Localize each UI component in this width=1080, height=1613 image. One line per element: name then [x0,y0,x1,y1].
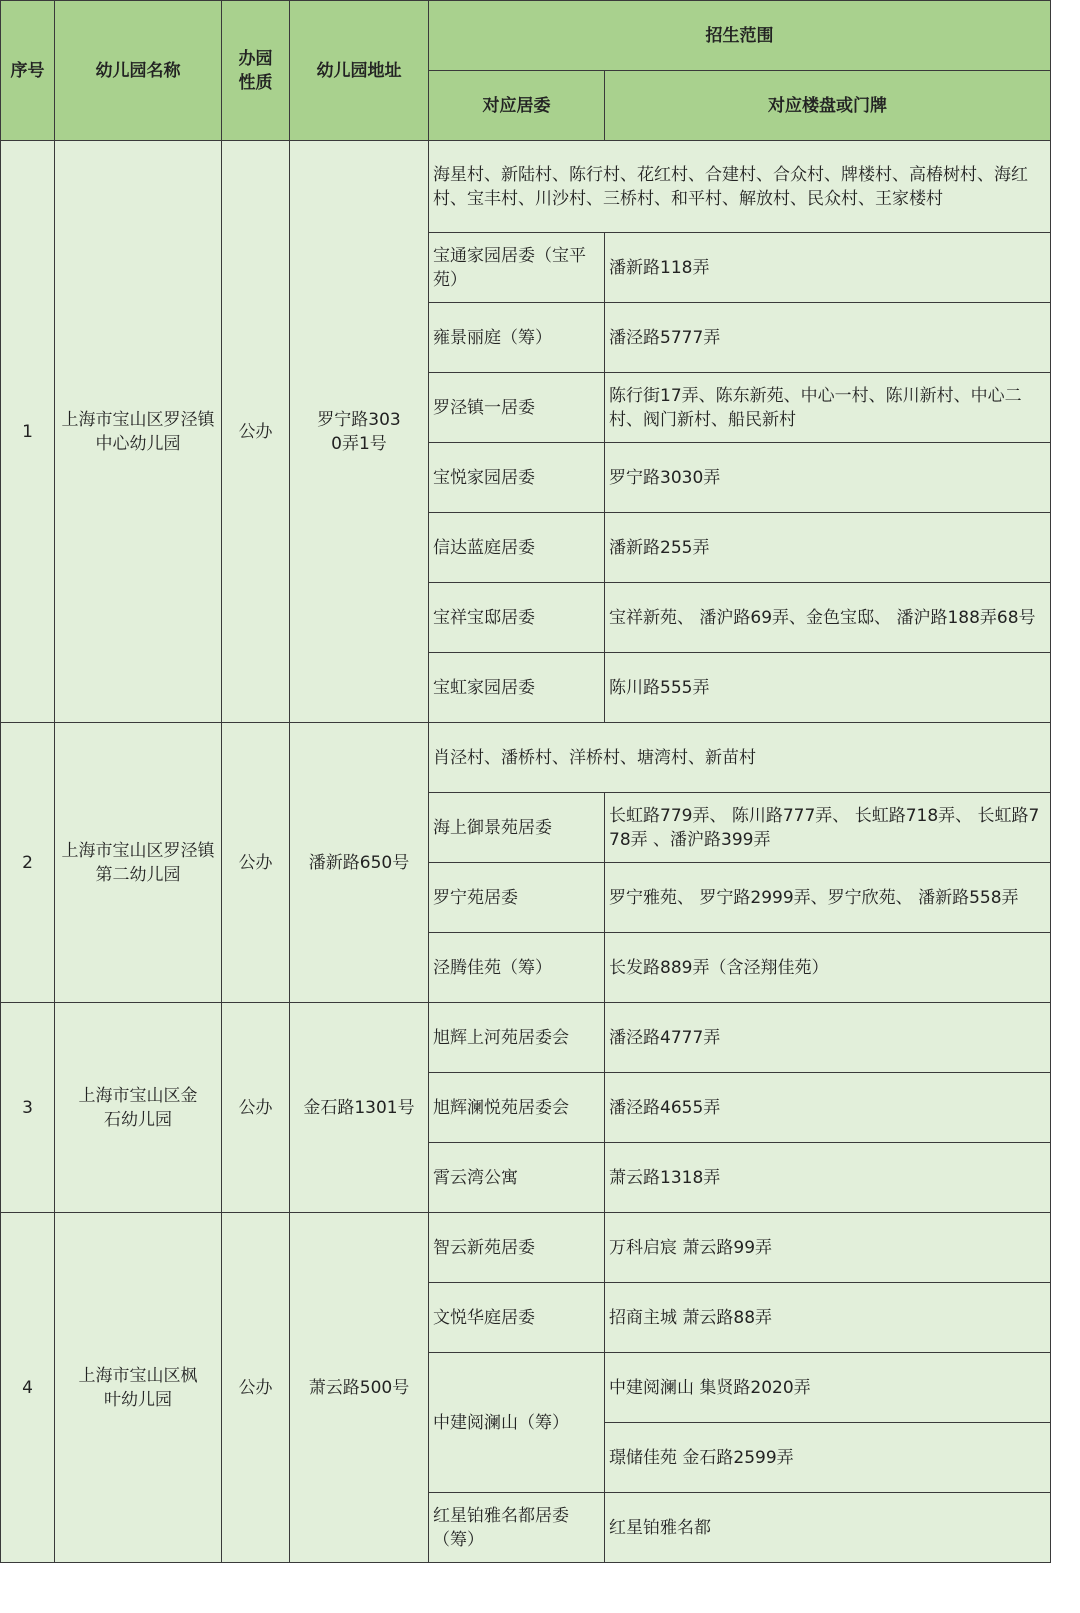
table-row [1,1213,1051,1283]
seq-cell: 3 [1,1003,55,1213]
buildings-cell: 潘泾路4777弄 [605,1003,1051,1073]
committee-cell: 红星铂雅名都居委（筹） [429,1493,605,1563]
kindergarten-name-cell: 上海市宝山区罗泾镇中心幼儿园 [55,141,222,723]
buildings-cell: 长发路889弄（含泾翔佳苑） [605,933,1051,1003]
committee-cell: 罗泾镇一居委 [429,373,605,443]
buildings-cell: 万科启宸 萧云路99弄 [605,1213,1051,1283]
buildings-cell: 宝祥新苑、 潘沪路69弄、金色宝邸、 潘沪路188弄68号 [605,583,1051,653]
header-address: 幼儿园地址 [290,1,429,141]
committee-cell: 文悦华庭居委 [429,1283,605,1353]
table-row [1,1003,1051,1073]
committee-cell: 海上御景苑居委 [429,793,605,863]
committee-cell: 霄云湾公寓 [429,1143,605,1213]
buildings-cell: 招商主城 萧云路88弄 [605,1283,1051,1353]
nature-cell: 公办 [222,723,290,1003]
buildings-cell: 萧云路1318弄 [605,1143,1051,1213]
address-cell: 潘新路650号 [290,723,429,1003]
committee-cell: 中建阅澜山（筹） [429,1353,605,1493]
address-cell: 萧云路500号 [290,1213,429,1563]
nature-cell: 公办 [222,141,290,723]
committee-cell: 雍景丽庭（筹） [429,303,605,373]
seq-cell: 4 [1,1213,55,1563]
committee-cell: 旭辉上河苑居委会 [429,1003,605,1073]
committee-cell: 智云新苑居委 [429,1213,605,1283]
seq-cell: 2 [1,723,55,1003]
header-enrollment-scope: 招生范围 [429,1,1051,71]
buildings-cell: 罗宁雅苑、 罗宁路2999弄、罗宁欣苑、 潘新路558弄 [605,863,1051,933]
buildings-cell: 潘新路118弄 [605,233,1051,303]
committee-cell: 泾腾佳苑（筹） [429,933,605,1003]
committee-cell: 宝通家园居委（宝平苑） [429,233,605,303]
buildings-cell: 长虹路779弄、 陈川路777弄、 长虹路718弄、 长虹路778弄 、潘沪路399弄 [605,793,1051,863]
villages-cell: 海星村、新陆村、陈行村、花红村、合建村、合众村、牌楼村、高椿树村、海红村、宝丰村、川沙村、三桥村、和平村、解放村、民众村、王家楼村 [429,141,1051,233]
header-kindergarten-name: 幼儿园名称 [55,1,222,141]
committee-cell: 罗宁苑居委 [429,863,605,933]
header-seq: 序号 [1,1,55,141]
buildings-cell: 潘泾路5777弄 [605,303,1051,373]
buildings-cell: 红星铂雅名都 [605,1493,1051,1563]
buildings-cell: 罗宁路3030弄 [605,443,1051,513]
committee-cell: 宝悦家园居委 [429,443,605,513]
address-cell: 金石路1301号 [290,1003,429,1213]
header-committee: 对应居委 [429,71,605,141]
kindergarten-name-cell: 上海市宝山区枫叶幼儿园 [55,1213,222,1563]
committee-cell: 旭辉澜悦苑居委会 [429,1073,605,1143]
villages-cell: 肖泾村、潘桥村、洋桥村、塘湾村、新苗村 [429,723,1051,793]
table-row [1,723,1051,793]
kindergarten-name-cell: 上海市宝山区金石幼儿园 [55,1003,222,1213]
buildings-cell: 潘新路255弄 [605,513,1051,583]
address-cell: 罗宁路3030弄1号 [290,141,429,723]
buildings-cell: 中建阅澜山 集贤路2020弄 [605,1353,1051,1423]
nature-cell: 公办 [222,1003,290,1213]
buildings-cell: 陈行街17弄、陈东新苑、中心一村、陈川新村、中心二村、阀门新村、船民新村 [605,373,1051,443]
committee-cell: 宝虹家园居委 [429,653,605,723]
table-row [1,141,1051,233]
buildings-cell: 陈川路555弄 [605,653,1051,723]
kindergarten-name-cell: 上海市宝山区罗泾镇第二幼儿园 [55,723,222,1003]
nature-cell: 公办 [222,1213,290,1563]
buildings-cell: 璟储佳苑 金石路2599弄 [605,1423,1051,1493]
header-nature: 办园性质 [222,1,290,141]
buildings-cell: 潘泾路4655弄 [605,1073,1051,1143]
seq-cell: 1 [1,141,55,723]
committee-cell: 宝祥宝邸居委 [429,583,605,653]
committee-cell: 信达蓝庭居委 [429,513,605,583]
header-row [1,1,1051,71]
header-buildings: 对应楼盘或门牌 [605,71,1051,141]
